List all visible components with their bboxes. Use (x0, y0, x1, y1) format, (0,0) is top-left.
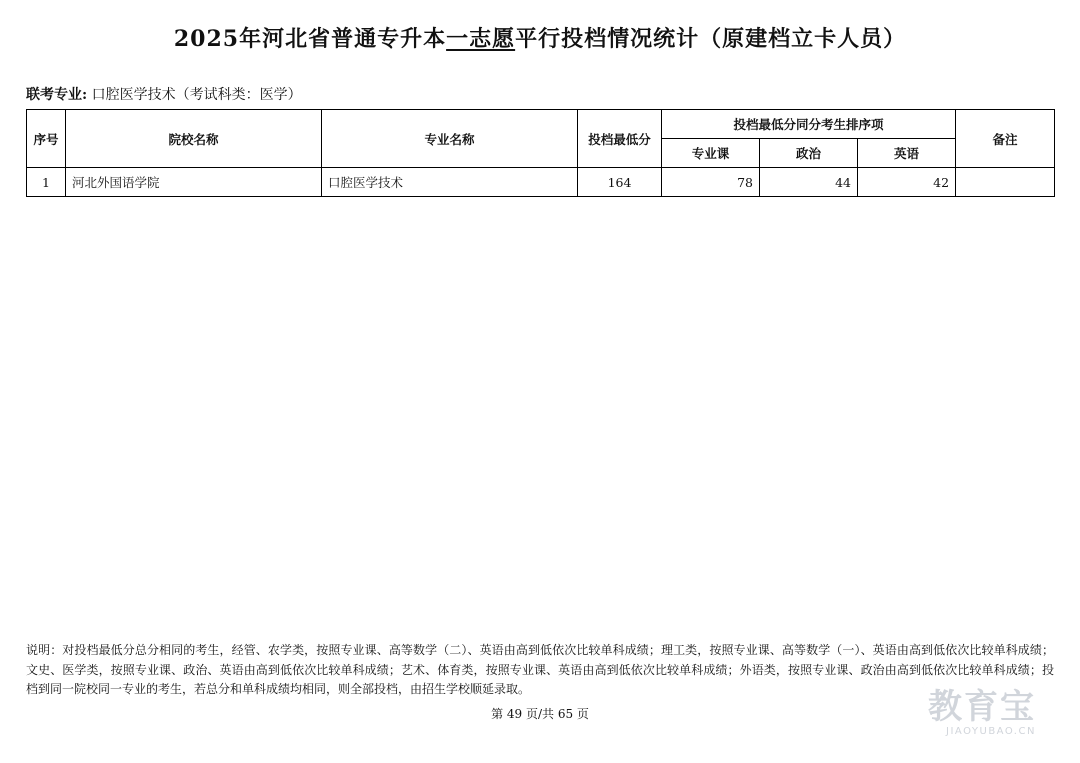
major-value: 口腔医学技术（考试科类：医学） (91, 87, 302, 103)
header-remark: 备注 (956, 110, 1055, 168)
explanation-note: 说明：对投档最低分总分相同的考生，经管、农学类，按照专业课、高等数学（二）、英语由高到低依次比较单科成绩；理工类，按照专业课、高等数学（一）、英语由高到低依次比较单科成绩；文史、医学类，按照专业课、政治、英语由高到低依次比较单科成绩；艺术、体育类，按照专业课、英语由高到低依次比较单科成绩；外语类，按照专业课、政治由高到低依次比较单科成绩；投档到同一院校同一专业的考生，若总分和单科成绩均相同，则全部投档，由招生学校顺延录取。 (26, 643, 1054, 696)
cell-course: 78 (662, 168, 760, 197)
header-english: 英语 (858, 139, 956, 168)
major-label: 联考专业: (26, 87, 88, 103)
header-major: 专业名称 (322, 110, 578, 168)
header-school: 院校名称 (66, 110, 322, 168)
title-pre: 2025年河北省普通专升本 (173, 26, 447, 52)
cell-min-score: 164 (578, 168, 662, 197)
header-course: 专业课 (662, 139, 760, 168)
table-row (27, 168, 1055, 197)
cell-politics: 44 (760, 168, 858, 197)
cell-seq: 1 (27, 168, 66, 197)
header-seq: 序号 (27, 110, 66, 168)
watermark-text: 教育宝 (928, 687, 1036, 727)
watermark-url: JIAOYUBAO.CN (946, 726, 1036, 737)
cell-major: 口腔医学技术 (322, 168, 578, 197)
page-number: 第 49 页/共 65 页 (491, 707, 589, 721)
major-line (26, 84, 302, 104)
page-title (0, 22, 1080, 53)
admission-table (26, 109, 1055, 197)
cell-remark (956, 168, 1055, 197)
header-tie-group: 投档最低分同分考生排序项 (662, 110, 956, 139)
title-post: 平行投档情况统计（原建档立卡人员） (515, 26, 907, 52)
header-politics: 政治 (760, 139, 858, 168)
cell-english: 42 (858, 168, 956, 197)
title-underlined: 一志愿 (446, 26, 516, 52)
header-min-score: 投档最低分 (578, 110, 662, 168)
cell-school: 河北外国语学院 (66, 168, 322, 197)
watermark-logo (928, 688, 1066, 744)
